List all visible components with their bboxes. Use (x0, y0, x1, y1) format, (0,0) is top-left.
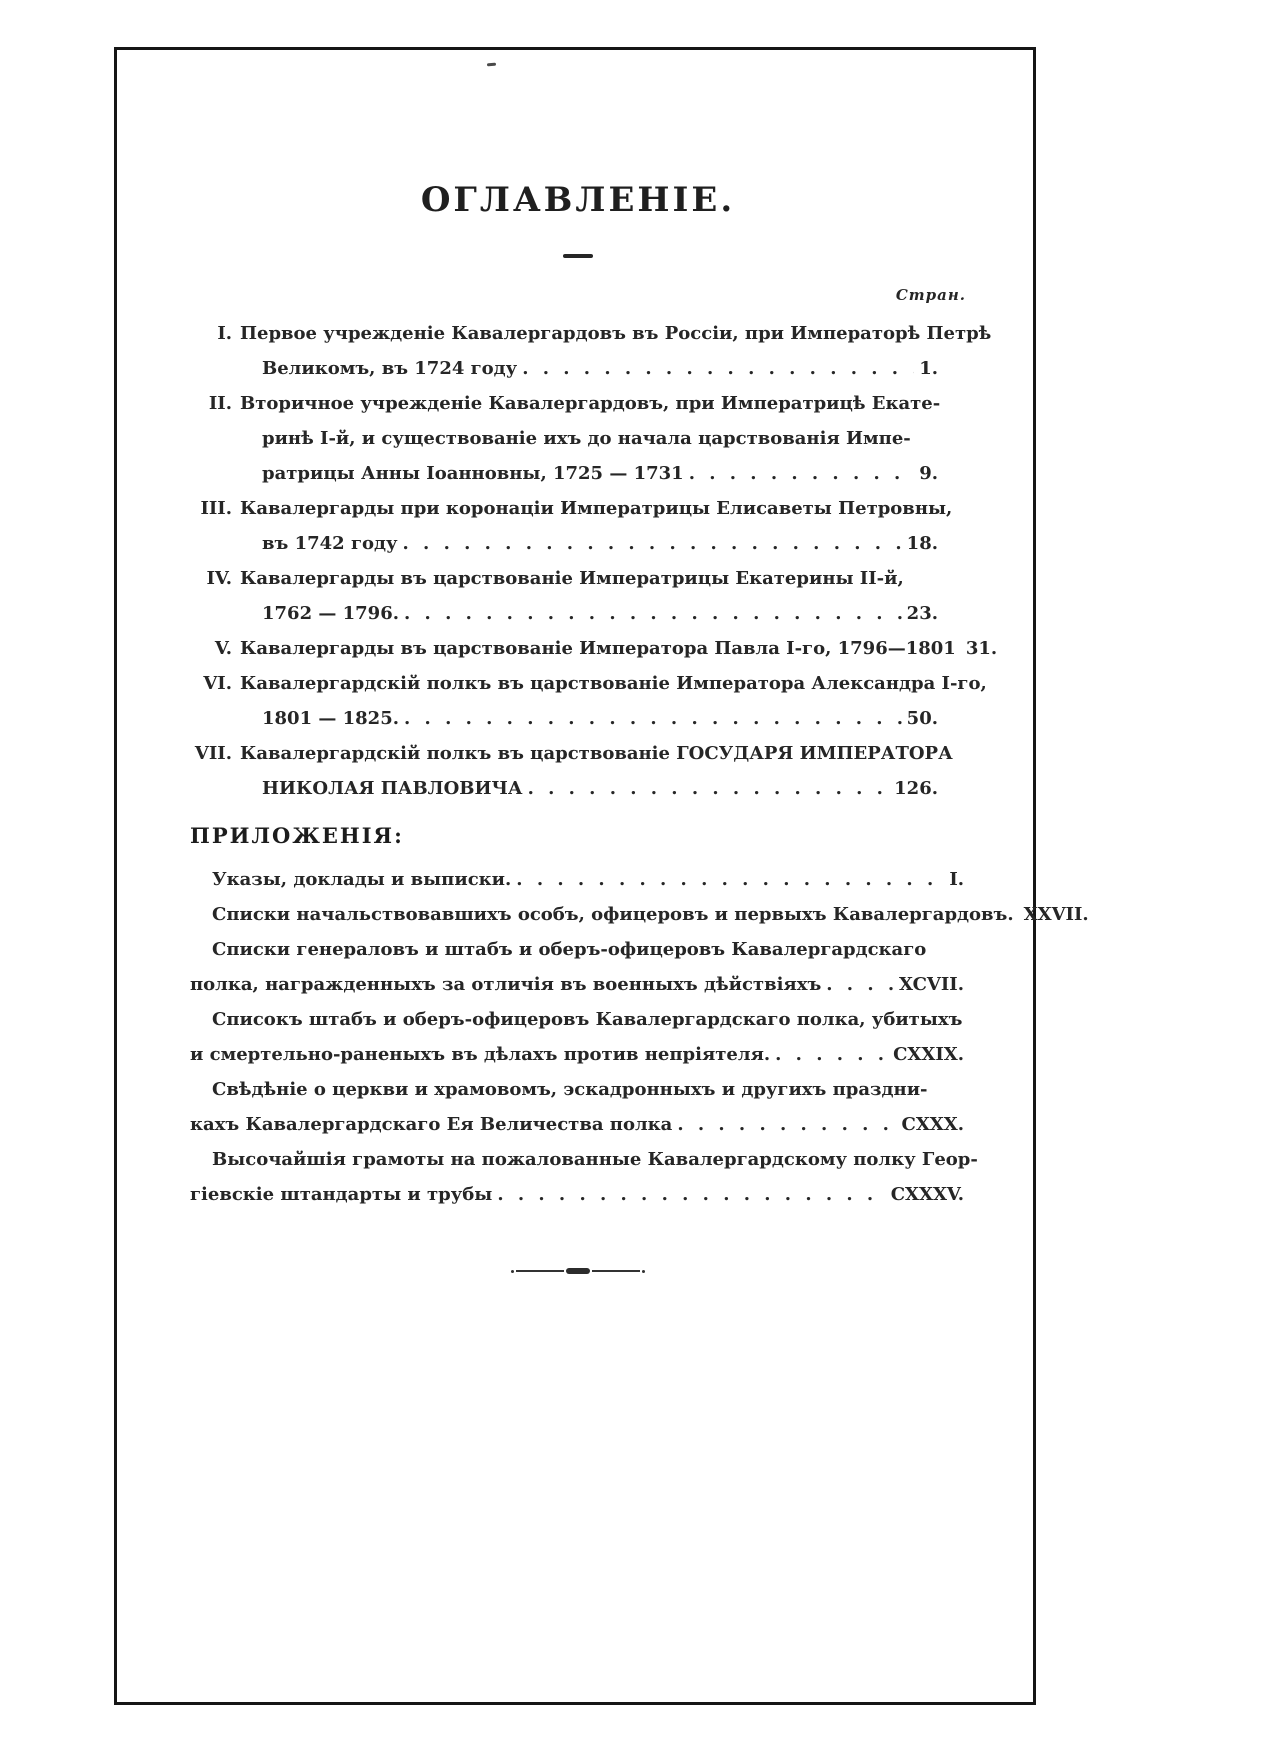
bottom-ornament (190, 1268, 966, 1274)
appendix-entry (190, 1142, 978, 1212)
entry-numeral: II. (208, 393, 232, 414)
dot-leader (404, 701, 902, 736)
entry-line: Кавалергарды въ царствованіе Императрицы Екатерины II-й, (240, 568, 904, 589)
entry-page-number: 31. (965, 638, 998, 659)
appendix-entry (190, 897, 1089, 932)
entry-body (190, 1142, 978, 1212)
title-divider (563, 254, 593, 258)
entry-last-line (240, 526, 966, 561)
entry-numeral: VII. (194, 743, 232, 764)
entry-line: гіевскіе штандарты и трубы (190, 1184, 493, 1205)
entry-line: кахъ Кавалергардскаго Ея Величества полка (190, 1114, 673, 1135)
entry-line: въ 1742 году (262, 533, 398, 554)
entry-page-number: 126. (894, 778, 938, 799)
entry-line: Кавалергардскій полкъ въ царствованіе ГОСУДАРЯ ИМПЕРАТОРА (240, 743, 953, 764)
ornament-core (566, 1268, 590, 1274)
entry-page-number: CXXXV. (890, 1184, 964, 1205)
entry-line: Свѣдѣніе о церкви и храмовомъ, эскадронныхъ и другихъ праздни- (212, 1079, 928, 1100)
entry-body (190, 897, 1089, 932)
entry-line: Списки начальствовавшихъ особъ, офицеровъ и первыхъ Кавалергардовъ. (212, 904, 1014, 925)
entry-line: ратрицы Анны Іоанновны, 1725 — 1731 (262, 463, 684, 484)
entry-numeral: III. (200, 498, 232, 519)
appendix-heading: ПРИЛОЖЕНІЯ: (190, 823, 404, 848)
entry-page-number: I. (949, 869, 964, 890)
dot-leader (677, 1107, 896, 1142)
entry-last-line (190, 1177, 966, 1212)
entry-body (190, 862, 966, 897)
appendix-entry (190, 932, 966, 1002)
entry-line: Кавалергарды при коронаціи Императрицы Елисаветы Петровны, (240, 498, 953, 519)
entry-numeral: IV. (206, 568, 232, 589)
page-title: ОГЛАВЛЕНІЕ. (420, 180, 736, 220)
appendix-list (190, 862, 1089, 1212)
entry-last-line (190, 1037, 966, 1072)
dot-leader (826, 967, 894, 1002)
toc-entry (190, 561, 966, 631)
page-content (190, 176, 1089, 1274)
entry-last-line (190, 967, 966, 1002)
entry-line: Вторичное учрежденіе Кавалергардовъ, при Императрицѣ Екате- (240, 393, 941, 414)
toc-entry (190, 386, 966, 491)
ornament-dot (642, 1270, 645, 1273)
entry-body (240, 316, 992, 386)
entry-body (190, 1072, 966, 1142)
entry-last-line (240, 701, 966, 736)
entry-body (190, 1002, 966, 1072)
scan-artifact-mark (487, 63, 496, 67)
dot-leader (775, 1037, 888, 1072)
toc-entry (190, 631, 998, 666)
entry-body (240, 736, 966, 806)
entry-last-line (240, 351, 966, 386)
ornament-line (516, 1270, 564, 1272)
toc-entry (190, 666, 987, 736)
entry-body (240, 561, 966, 631)
entry-line: Кавалергардскій полкъ въ царствованіе Императора Александра I-го, (240, 673, 987, 694)
entry-line: и смертельно-раненыхъ въ дѣлахъ против непріятеля. (190, 1044, 771, 1065)
entry-line: Кавалергарды въ царствованіе Императора Павла I-го, 1796—1801 (240, 638, 956, 659)
pages-column-header: Стран. (895, 286, 966, 304)
dot-leader (522, 351, 914, 386)
dot-leader (403, 526, 902, 561)
ornament-line (592, 1270, 640, 1272)
dot-leader (516, 862, 944, 897)
entry-page-number: CXXIX. (893, 1044, 964, 1065)
entry-line: Списокъ штабъ и оберъ-офицеровъ Кавалергардскаго полка, убитыхъ (212, 1009, 963, 1030)
dot-leader (528, 771, 890, 806)
entry-last-line (190, 1107, 966, 1142)
entry-line: 1762 — 1796. (262, 603, 399, 624)
entry-page-number: XCVII. (898, 974, 964, 995)
entry-line: полка, награжденныхъ за отличія въ военныхъ дѣйствіяхъ (190, 974, 822, 995)
entry-body (240, 491, 966, 561)
entry-page-number: 50. (906, 708, 938, 729)
dot-leader (497, 1177, 885, 1212)
entry-last-line (190, 897, 1089, 932)
entry-page-number: CXXX. (901, 1114, 964, 1135)
entry-line: НИКОЛАЯ ПАВЛОВИЧА (262, 778, 523, 799)
entry-last-line (190, 862, 966, 897)
entry-page-number: XXVII. (1023, 904, 1089, 925)
entry-body (240, 631, 998, 666)
dot-leader (404, 596, 902, 631)
entry-numeral: V. (214, 638, 232, 659)
dot-leader (689, 456, 915, 491)
appendix-entry (190, 1072, 966, 1142)
entry-page-number: 18. (906, 533, 938, 554)
entry-last-line (240, 456, 966, 491)
entry-line: ринѣ I-й, и существованіе ихъ до начала царствованія Импе- (262, 428, 911, 449)
entry-line: Указы, доклады и выписки. (212, 869, 512, 890)
entry-numeral: I. (217, 323, 232, 344)
entry-last-line (240, 596, 966, 631)
entry-line: Списки генераловъ и штабъ и оберъ-офицеровъ Кавалергардскаго (212, 939, 927, 960)
entry-line: 1801 — 1825. (262, 708, 399, 729)
entry-numeral: VI. (203, 673, 232, 694)
entry-page-number: 23. (906, 603, 938, 624)
appendix-entry (190, 1002, 966, 1072)
entry-line: Высочайшія грамоты на пожалованные Кавалергардскому полку Геор- (212, 1149, 978, 1170)
entry-last-line (240, 771, 966, 806)
toc-entry (190, 316, 992, 386)
toc-entry (190, 736, 966, 806)
entry-body (240, 386, 966, 491)
entry-page-number: 9. (919, 463, 938, 484)
entry-page-number: 1. (919, 358, 938, 379)
entry-last-line (240, 631, 998, 666)
ornament-dot (511, 1270, 514, 1273)
entry-line: Великомъ, въ 1724 году (262, 358, 518, 379)
entry-line: Первое учрежденіе Кавалергардовъ въ Россіи, при Императорѣ Петрѣ (240, 323, 992, 344)
appendix-entry (190, 862, 966, 897)
toc-entry (190, 491, 966, 561)
toc-list (190, 316, 998, 806)
entry-body (190, 932, 966, 1002)
entry-body (240, 666, 987, 736)
